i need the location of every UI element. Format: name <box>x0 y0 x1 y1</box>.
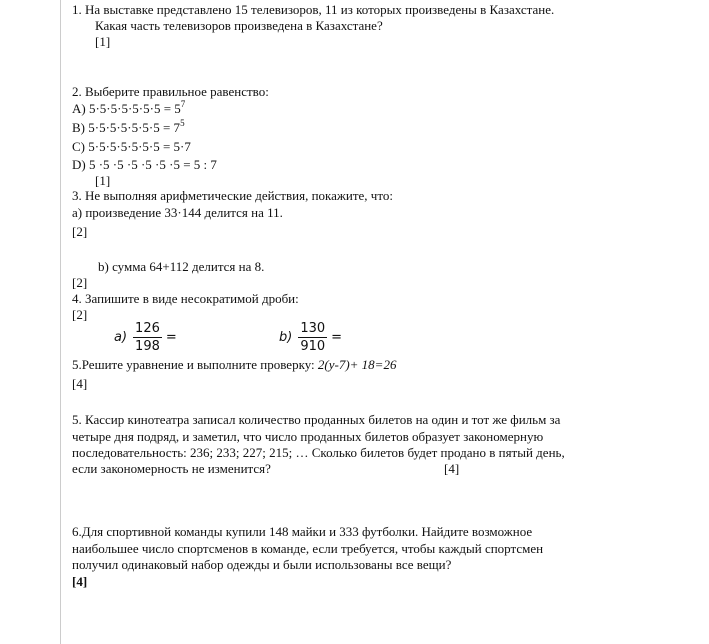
q6-line3: получил одинаковый набор одежды и были использованы все вещи? <box>72 557 452 572</box>
q2-title: 2. Выберите правильное равенство: <box>72 84 269 99</box>
q2-option-c: C) 5·5·5·5·5·5·5 = 5·7 <box>72 139 191 154</box>
q3-mark-b: [2] <box>72 275 88 290</box>
fraction-b-numerator: 130 <box>300 321 326 336</box>
q2-mark: [1] <box>95 173 111 188</box>
q2-option-a: A) $5\cdot 5\cdot 5\cdot 5\cdot 5\cdot 5\cdot 5 = 5^7$ <box>72 98 186 116</box>
q3-title: 3. Не выполняя арифметические действия, покажите, что: <box>72 188 393 203</box>
fraction-a-equals: = <box>165 330 177 345</box>
fraction-a-numerator: 126 <box>135 321 160 336</box>
q2-option-b: B) $5\cdot 5\cdot 5\cdot 5\cdot 5\cdot 5\cdot 5 = 7^5$ <box>72 117 185 135</box>
q3-part-a: a) произведение 33·144 делится на 11. <box>72 205 283 220</box>
q1-mark: [1] <box>95 34 111 49</box>
q2-option-d: D) 5 ·5 ·5 ·5 ·5 ·5 ·5 = 5 : 7 <box>72 157 217 172</box>
q4-mark: [2] <box>72 307 88 322</box>
q1-line2: Какая часть телевизоров произведена в Казахстане? <box>95 18 383 33</box>
margin-line <box>60 0 61 644</box>
q3-mark-a: [2] <box>72 224 88 239</box>
q3-part-b: b) сумма 64+112 делится на 8. <box>98 259 265 274</box>
q5b-line2: четыре дня подряд, и заметил, что число проданных билетов образует закономерную <box>72 429 544 444</box>
q6-line2: наибольшее число спортсменов в команде, если требуется, чтобы каждый спортсмен <box>72 541 544 556</box>
q5b-line1: 5. Кассир кинотеатра записал количество проданных билетов на один и тот же фильм за <box>72 412 561 427</box>
fraction-b-equals: = <box>331 330 343 345</box>
q6-line1: 6.Для спортивной команды купили 148 майки и 333 футболки. Найдите возможное <box>72 524 533 539</box>
q5-equation: 2(y-7)+ 18=26 <box>317 357 397 372</box>
q6-mark: [4] <box>72 574 88 589</box>
fraction-a <box>114 321 177 354</box>
fraction-b <box>279 321 342 354</box>
q5b-line4: если закономерность не изменится? <box>72 461 271 476</box>
fraction-a-label: a) <box>114 330 128 345</box>
q5-mark: [4] <box>72 376 88 391</box>
q4-title: 4. Запишите в виде несократимой дроби: <box>72 291 299 306</box>
q5b-mark: [4] <box>444 461 460 476</box>
fraction-a-denominator: 198 <box>135 339 160 354</box>
fraction-b-label: b) <box>279 330 293 345</box>
q5b-line3: последовательность: 236; 233; 227; 215; … Сколько билетов будет продано в пятый день, <box>72 445 565 460</box>
fraction-b-denominator: 910 <box>300 339 326 354</box>
q1-line1: 1. На выставке представлено 15 телевизоров, 11 из которых произведены в Казахстане. <box>72 2 555 17</box>
q5-equation-line: 5.Решите уравнение и выполните проверку: 2(y-7)+ 18=26 <box>72 357 397 372</box>
